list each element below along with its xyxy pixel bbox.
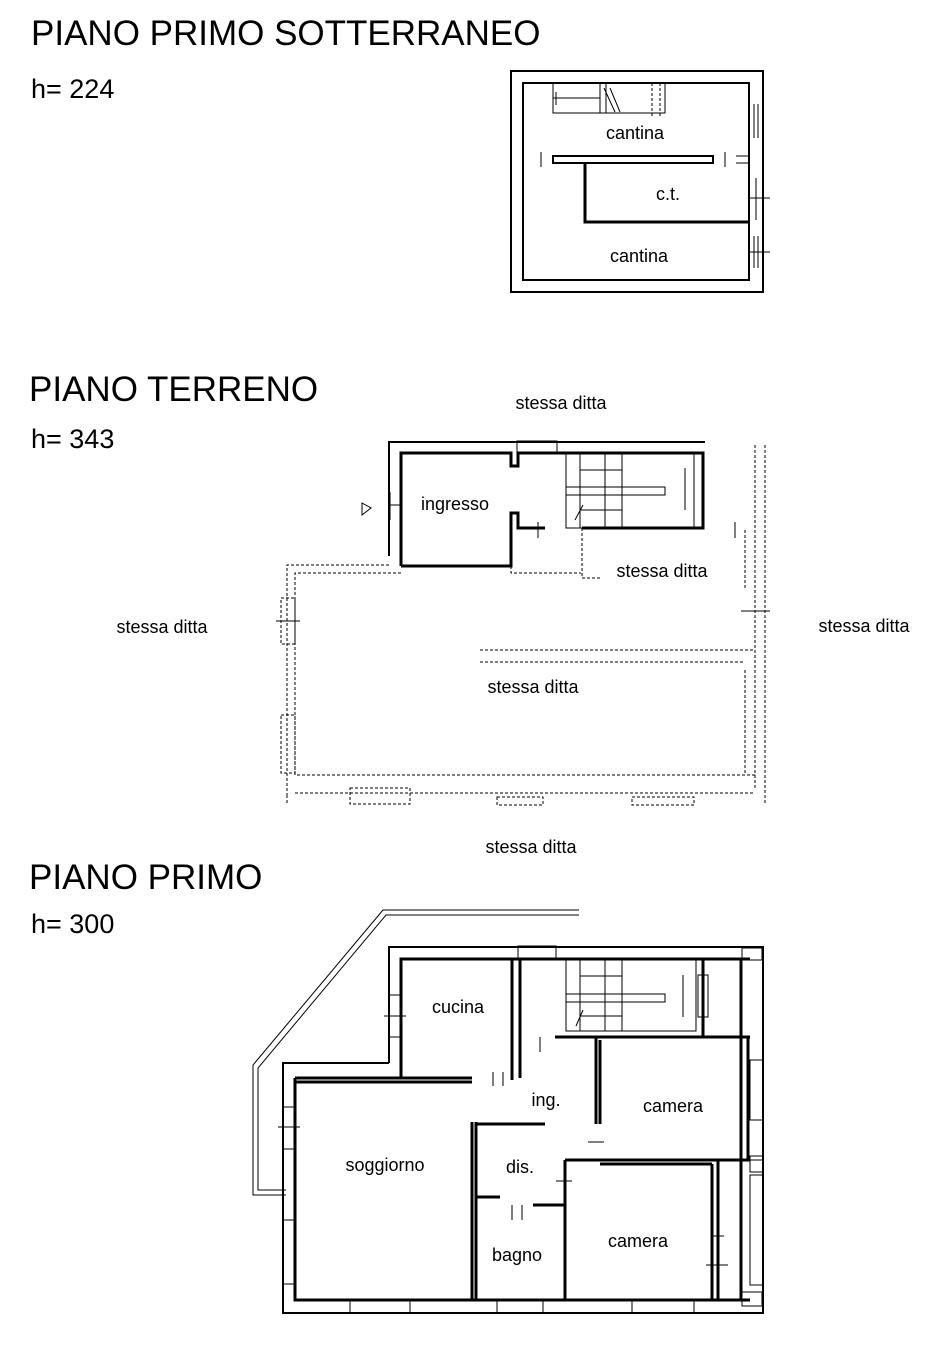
- first-floor-stair: [566, 959, 708, 1031]
- room-label-ground-floor-main: stessa ditta: [487, 677, 579, 697]
- room-label-ingresso: ingresso: [420, 494, 490, 514]
- first-floor-title: PIANO PRIMO: [29, 858, 263, 897]
- basement-windows: [750, 104, 770, 268]
- first-floor-terrace: [253, 910, 579, 1195]
- neighbour-label-north-east: stessa ditta: [616, 561, 708, 581]
- first-floor-plan: [253, 910, 763, 1313]
- neighbour-label-north: stessa ditta: [515, 393, 607, 413]
- room-label-cantina-north: cantina: [605, 123, 665, 143]
- room-label-bagno: bagno: [491, 1245, 543, 1265]
- ground-floor-height: h= 343: [31, 424, 115, 454]
- ground-floor-stair: [566, 453, 694, 528]
- basement-partition: [553, 156, 713, 163]
- room-label-boiler: c.t.: [655, 184, 681, 204]
- room-label-camera-south: camera: [607, 1231, 669, 1251]
- neighbour-perimeter: [287, 445, 765, 805]
- room-label-disimpegno: dis.: [505, 1157, 535, 1177]
- ground-floor-front-openings: [350, 788, 694, 805]
- first-floor-height: h= 300: [31, 909, 115, 939]
- neighbour-label-south: stessa ditta: [485, 837, 577, 857]
- room-label-soggiorno: soggiorno: [345, 1155, 425, 1175]
- room-label-camera-north: camera: [642, 1096, 704, 1116]
- neighbour-label-west: stessa ditta: [116, 617, 208, 637]
- basement-stair: [553, 83, 665, 118]
- first-floor-door-marks: [493, 1037, 724, 1236]
- neighbour-label-east: stessa ditta: [818, 616, 910, 636]
- ground-floor-plan: [116, 393, 910, 857]
- ground-floor-title: PIANO TERRENO: [29, 370, 319, 409]
- room-label-cantina-south: cantina: [609, 246, 669, 266]
- room-label-cucina: cucina: [431, 997, 485, 1017]
- entrance-arrow-icon: [362, 503, 371, 515]
- room-label-ingresso-first: ing.: [531, 1090, 561, 1110]
- basement-height: h= 224: [31, 74, 115, 104]
- basement-plan: [511, 71, 770, 292]
- basement-title: PIANO PRIMO SOTTERRANEO: [31, 14, 541, 53]
